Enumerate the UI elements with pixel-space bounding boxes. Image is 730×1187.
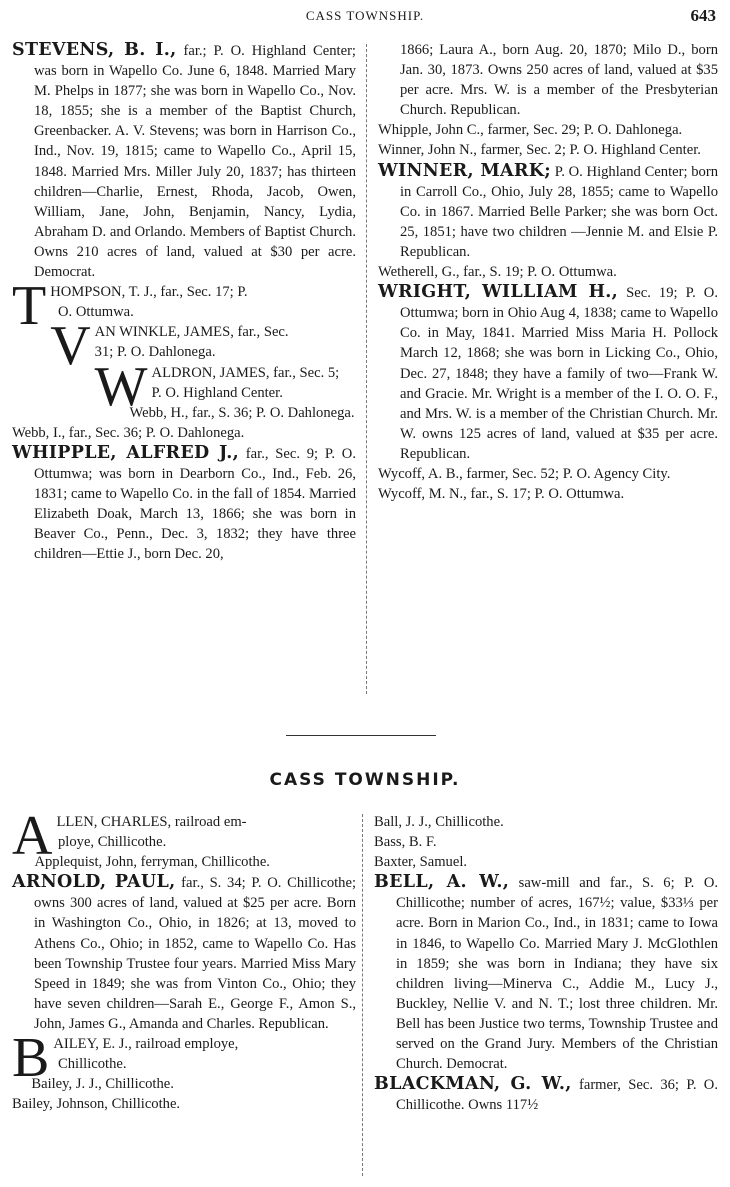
entry-continuation: ploye, Chillicothe.	[58, 834, 167, 851]
entry-text: P. O. Highland Center; born in Carroll Co., Ohio, July 28, 1855; came to Wapello Co. in 1867. Married Belle Parker; she was born Oct. 25, 1851; have two children —Jennie M. and Elsie P. Republican.	[400, 163, 718, 260]
directory-entry: Wycoff, M. N., far., S. 17; P. O. Ottumwa.	[378, 486, 625, 503]
directory-entry: Whipple, John C., farmer, Sec. 29; P. O. Dahlonega.	[378, 122, 683, 139]
directory-entry	[12, 40, 356, 282]
directory-entry	[374, 872, 718, 1074]
top-left-column	[12, 40, 356, 564]
entry-continuation: P. O. Highland Center.	[151, 384, 283, 401]
entry-text: saw-mill and far., S. 6; P. O. Chillicothe; number of acres, 167½; value, $33⅓ per acre. Born in Marion Co., Ind., in 1831; came to Iowa in 1846, to Wapello Co. Married Mary J. McGlothlen in 1859; she was born in Indiana; they have six children living—Minerva C., Addie M., Lucy J., Buckley, Nellie V. and N. T.; lost three children. Mr. Bell has been Justice two terms, Township Trustee and served on the Grand Jury. Members of the Christian Church. Democrat.	[396, 875, 719, 1073]
top-right-column	[378, 40, 718, 504]
directory-entry	[12, 872, 356, 1034]
directory-entry	[378, 282, 718, 464]
entry-text: far.; P. O. Highland Center; was born in Wapello Co. June 6, 1848. Married Mary M. Phelps in 1877; she was born in Wapello Co., Nov. 18, 1855; she is a member of the Baptist Church, Greenbacker. A. V. Stevens; was born in Harrison Co., Ind., Nov. 19, 1815; came to Wapello Co., April 15, 1848. Married Mrs. Miller July 20, 1837; has thirteen children—Charlie, Ernest, Rhoda, Jacob, Owen, William, Jane, John, Benjamin, Nancy, Lydia, Abraham D. and Orlando. Members of Baptist Church. Owns 210 acres of land, valued at $30 per acre. Democrat.	[34, 43, 356, 281]
entry-first-line: LLEN, CHARLES, railroad em-	[56, 814, 247, 830]
section-separator	[286, 735, 436, 736]
entry-name: WINNER, MARK;	[378, 160, 552, 181]
section-title: CASS TOWNSHIP.	[269, 770, 461, 790]
entry-continuation: 1866; Laura A., born Aug. 20, 1870; Milo D., born Jan. 30, 1873. Owns 250 acres of land, valued at $35 per acre. Mrs. W. is a member of the Presbyterian Church. Republican.	[400, 42, 718, 119]
directory-entry	[12, 443, 356, 565]
entry-continuation: Chillicothe.	[58, 1056, 127, 1073]
entry-first-line: HOMPSON, T. J., far., Sec. 17; P.	[50, 284, 248, 301]
directory-entry	[374, 1074, 718, 1115]
running-title: CASS TOWNSHIP.	[305, 8, 425, 23]
directory-entry: Ball, J. J., Chillicothe.	[374, 814, 504, 830]
entry-name: STEVENS, B. I.,	[12, 40, 177, 60]
entry-text: far., Sec. 9; P. O. Ottumwa; was born in Dearborn Co., Ind., Feb. 26, 1831; came to Wapello Co. in the fall of 1854. Married Elizabeth Doak, March 13, 1866; she was born in Beaver Co., Penn., Dec. 3, 1832; they have three children—Ettie J., born Dec. 20,	[34, 445, 356, 563]
entry-first-line: AILEY, E. J., railroad employe,	[53, 1036, 239, 1053]
directory-entry: Applequist, John, ferryman, Chillicothe.	[34, 854, 270, 871]
directory-entry: Winner, John N., farmer, Sec. 2; P. O. Highland Center.	[378, 142, 701, 159]
drop-cap: V	[50, 315, 91, 378]
drop-cap: W	[94, 355, 148, 418]
directory-entry: Webb, H., far., S. 36; P. O. Dahlonega.	[129, 404, 355, 421]
drop-cap: T	[12, 275, 47, 338]
bottom-left-column	[12, 805, 356, 1114]
directory-entry: Webb, I., far., Sec. 36; P. O. Dahlonega.	[12, 424, 245, 441]
entry-continuation: 31; P. O. Dahlonega.	[94, 344, 216, 361]
entry-first-line: AN WINKLE, JAMES, far., Sec.	[94, 324, 289, 341]
entry-name: BELL, A. W.,	[374, 872, 510, 893]
column-divider	[362, 814, 363, 1176]
entry-name: ARNOLD, PAUL,	[12, 872, 176, 893]
entry-text: Sec. 19; P. O. Ottumwa; born in Ohio Aug 4, 1838; came to Wapello Co. in May, 1841. Married Miss Maria H. Pollock March 12, 1868; she was born in Licking Co., Ohio, Dec. 27, 1848; they have a family of two—Frank W. and Gracie. Mr. Wright is a member of the I. O. O. F., and Mrs. W. is a member of the Christian Church. Mr. W. owns 125 acres of land, valued at $35 per acre. Republican.	[400, 285, 718, 462]
entry-text: farmer, Sec. 36; P. O. Chillicothe. Owns 117½	[396, 1077, 718, 1114]
entry-name: WRIGHT, WILLIAM H.,	[378, 282, 619, 303]
running-header	[0, 6, 730, 26]
entry-continuation: O. Ottumwa.	[58, 304, 134, 321]
entry-name: WHIPPLE, ALFRED J.,	[12, 442, 240, 463]
column-divider	[366, 44, 367, 694]
drop-cap: B	[12, 1027, 50, 1090]
directory-entry: Bass, B. F.	[374, 834, 437, 851]
directory-entry: Wetherell, G., far., S. 19; P. O. Ottumwa.	[378, 264, 617, 281]
drop-cap: A	[12, 805, 53, 867]
directory-entry: Wycoff, A. B., farmer, Sec. 52; P. O. Agency City.	[378, 465, 671, 482]
directory-entry: Baxter, Samuel.	[374, 854, 468, 871]
entry-first-line: ALDRON, JAMES, far., Sec. 5;	[151, 364, 340, 381]
directory-entry: Bailey, Johnson, Chillicothe.	[12, 1096, 181, 1113]
entry-name: BLACKMAN, G. W.,	[374, 1074, 572, 1095]
entry-text: far., S. 34; P. O. Chillicothe; owns 300 acres of land, valued at $25 per acre. Born in Washington Co., Ohio, in 1826; at 13, moved to Athens Co., Ohio; in 1852, came to Wapello Co. Has been Township Trustee four years. Married Miss Mary Speed in 1849; she was from Vinton Co., Ohio; they have seven children—Sarah E., George F., Amon S., John, James G., Amanda and Charles. Republican.	[34, 875, 356, 1032]
directory-entry: Bailey, J. J., Chillicothe.	[31, 1076, 174, 1093]
directory-entry	[378, 161, 718, 262]
page-number: 643	[690, 6, 716, 25]
bottom-right-column	[374, 812, 718, 1115]
